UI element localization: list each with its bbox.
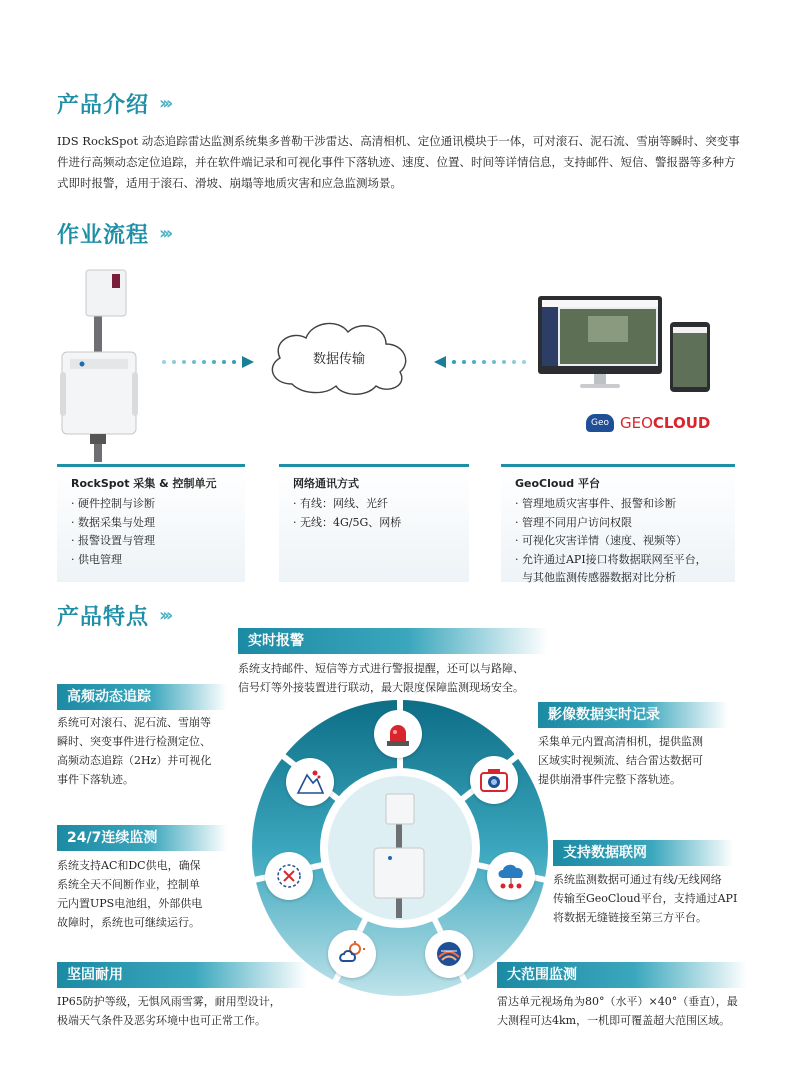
feature-text-monitor-247 bbox=[57, 856, 237, 932]
workflow-title: 作业流程 bbox=[57, 223, 150, 248]
list-item: · 允许通过API接口将数据联网至平台， bbox=[515, 552, 707, 566]
feature-text-realtime-alarm bbox=[238, 659, 578, 697]
text-line: 信号灯等外接装置进行联动，最大限度保障监测现场安全。 bbox=[238, 681, 524, 694]
geocloud-logo bbox=[586, 414, 710, 432]
feature-text-image-record bbox=[538, 732, 738, 789]
weather-icon bbox=[328, 930, 376, 978]
list-item: · 可视化灾害详情（速度、视频等） bbox=[515, 534, 687, 547]
geocloud-word-geo: GEO bbox=[620, 414, 653, 432]
info-box-title: GeoCloud 平台 bbox=[515, 477, 600, 490]
intro-title: 产品介绍 bbox=[57, 93, 150, 118]
text-line: 系统监测数据可通过有线/无线网络 bbox=[553, 873, 722, 886]
info-box-title: RockSpot 采集 & 控制单元 bbox=[71, 477, 217, 490]
radar-range-icon bbox=[425, 930, 473, 978]
text-line: 雷达单元视场角为80°（水平）×40°（垂直），最 bbox=[497, 995, 738, 1008]
text-line: 提供崩滑事件完整下落轨迹。 bbox=[538, 773, 681, 786]
text-line: 将数据无缝链接至第三方平台。 bbox=[553, 911, 707, 924]
arrow-right-icon bbox=[160, 356, 256, 368]
title-arrows-icon: ››› bbox=[159, 605, 170, 626]
text-line: 大测程可达4km，一机即可覆盖超大范围区域。 bbox=[497, 1014, 731, 1027]
text-line: 系统可对滚石、泥石流、雪崩等 bbox=[57, 716, 211, 729]
list-item: · 有线：网线、光纤 bbox=[293, 497, 388, 510]
info-box-geocloud bbox=[501, 464, 735, 582]
intro-paragraph: IDS RockSpot 动态追踪雷达监测系统集多普勒干涉雷达、高清相机、定位通讯模块于一体，可对滚石、泥石流、雪崩等瞬时、突变事件进行高频动态定位追踪，并在软件端记录和可视化事件下落轨迹、速度、位置、时间等详情信息，支持邮件、短信、警报器等多种方式即时报警，适用于滚石、滑坡、崩塌等地质灾害和应急监测场景。 bbox=[57, 134, 740, 190]
features-title: 产品特点 bbox=[57, 605, 150, 630]
list-item: · 无线：4G/5G、网桥 bbox=[293, 515, 402, 529]
feature-tag-image-record: 影像数据实时记录 bbox=[538, 702, 728, 728]
geo-badge: Geo bbox=[586, 414, 614, 432]
list-item: · 管理不同用户访问权限 bbox=[515, 515, 632, 529]
intro-section-title bbox=[57, 88, 169, 119]
feature-text-networking bbox=[553, 870, 763, 927]
text-line: 区域实时视频流、结合雷达数据可 bbox=[538, 754, 703, 767]
title-arrows-icon: ››› bbox=[159, 93, 170, 114]
text-line: 故障时，系统也可继续运行。 bbox=[57, 916, 200, 929]
feature-tag-tracking: 高频动态追踪 bbox=[57, 684, 227, 710]
text-line: 元内置UPS电池组，外部供电 bbox=[57, 897, 203, 910]
feature-text-wide-range bbox=[497, 992, 777, 1030]
camera-icon bbox=[470, 756, 518, 804]
text-line: 系统全天不间断作业，控制单 bbox=[57, 878, 200, 891]
info-box-title: 网络通讯方式 bbox=[293, 477, 359, 490]
list-item: · 硬件控制与诊断 bbox=[71, 497, 155, 510]
features-section-title bbox=[57, 600, 169, 631]
data-transfer-cloud bbox=[262, 314, 416, 398]
feature-tag-networking: 支持数据联网 bbox=[553, 840, 733, 866]
continuous-cycle-icon bbox=[265, 852, 313, 900]
rockfall-icon bbox=[286, 758, 334, 806]
feature-text-durable bbox=[57, 992, 357, 1030]
list-item: · 报警设置与管理 bbox=[71, 534, 155, 547]
alarm-light-icon bbox=[374, 710, 422, 758]
text-line: 高频动态追踪（2Hz）并可视化 bbox=[57, 754, 212, 767]
text-line: 传输至GeoCloud平台，支持通过API bbox=[553, 892, 738, 905]
text-line: 系统支持邮件、短信等方式进行警报提醒，还可以与路障、 bbox=[238, 662, 524, 675]
title-arrows-icon: ››› bbox=[159, 223, 170, 244]
rockspot-device-image bbox=[60, 262, 140, 462]
workflow-section-title bbox=[57, 218, 169, 249]
text-line: 事件下落轨迹。 bbox=[57, 773, 134, 786]
text-line: 极端天气条件及恶劣环境中也可正常工作。 bbox=[57, 1014, 266, 1027]
geocloud-screens-image bbox=[538, 296, 742, 396]
cloud-network-icon bbox=[487, 852, 535, 900]
text-line: 采集单元内置高清相机，提供监测 bbox=[538, 735, 703, 748]
text-line: 系统支持AC和DC供电，确保 bbox=[57, 859, 201, 872]
feature-tag-durable: 坚固耐用 bbox=[57, 962, 307, 988]
cloud-label: 数据传输 bbox=[312, 352, 365, 367]
info-box-rockspot bbox=[57, 464, 245, 582]
feature-tag-wide-range: 大范围监测 bbox=[497, 962, 747, 988]
geocloud-word-cloud: CLOUD bbox=[652, 414, 711, 432]
list-item: · 供电管理 bbox=[71, 552, 122, 566]
text-line: 瞬时、突变事件进行检测定位、 bbox=[57, 735, 211, 748]
text-line: IP65防护等级，无惧风雨雪雾，耐用型设计， bbox=[57, 995, 281, 1008]
list-item: · 管理地质灾害事件、报警和诊断 bbox=[515, 497, 676, 510]
feature-tag-realtime-alarm: 实时报警 bbox=[238, 628, 548, 654]
list-item: · 数据采集与处理 bbox=[71, 515, 155, 529]
feature-tag-monitor-247: 24/7连续监测 bbox=[57, 825, 227, 851]
list-item: 与其他监测传感器数据对比分析 bbox=[515, 571, 676, 584]
info-box-network bbox=[279, 464, 469, 582]
feature-text-tracking bbox=[57, 713, 237, 789]
arrow-left-icon bbox=[432, 356, 528, 368]
